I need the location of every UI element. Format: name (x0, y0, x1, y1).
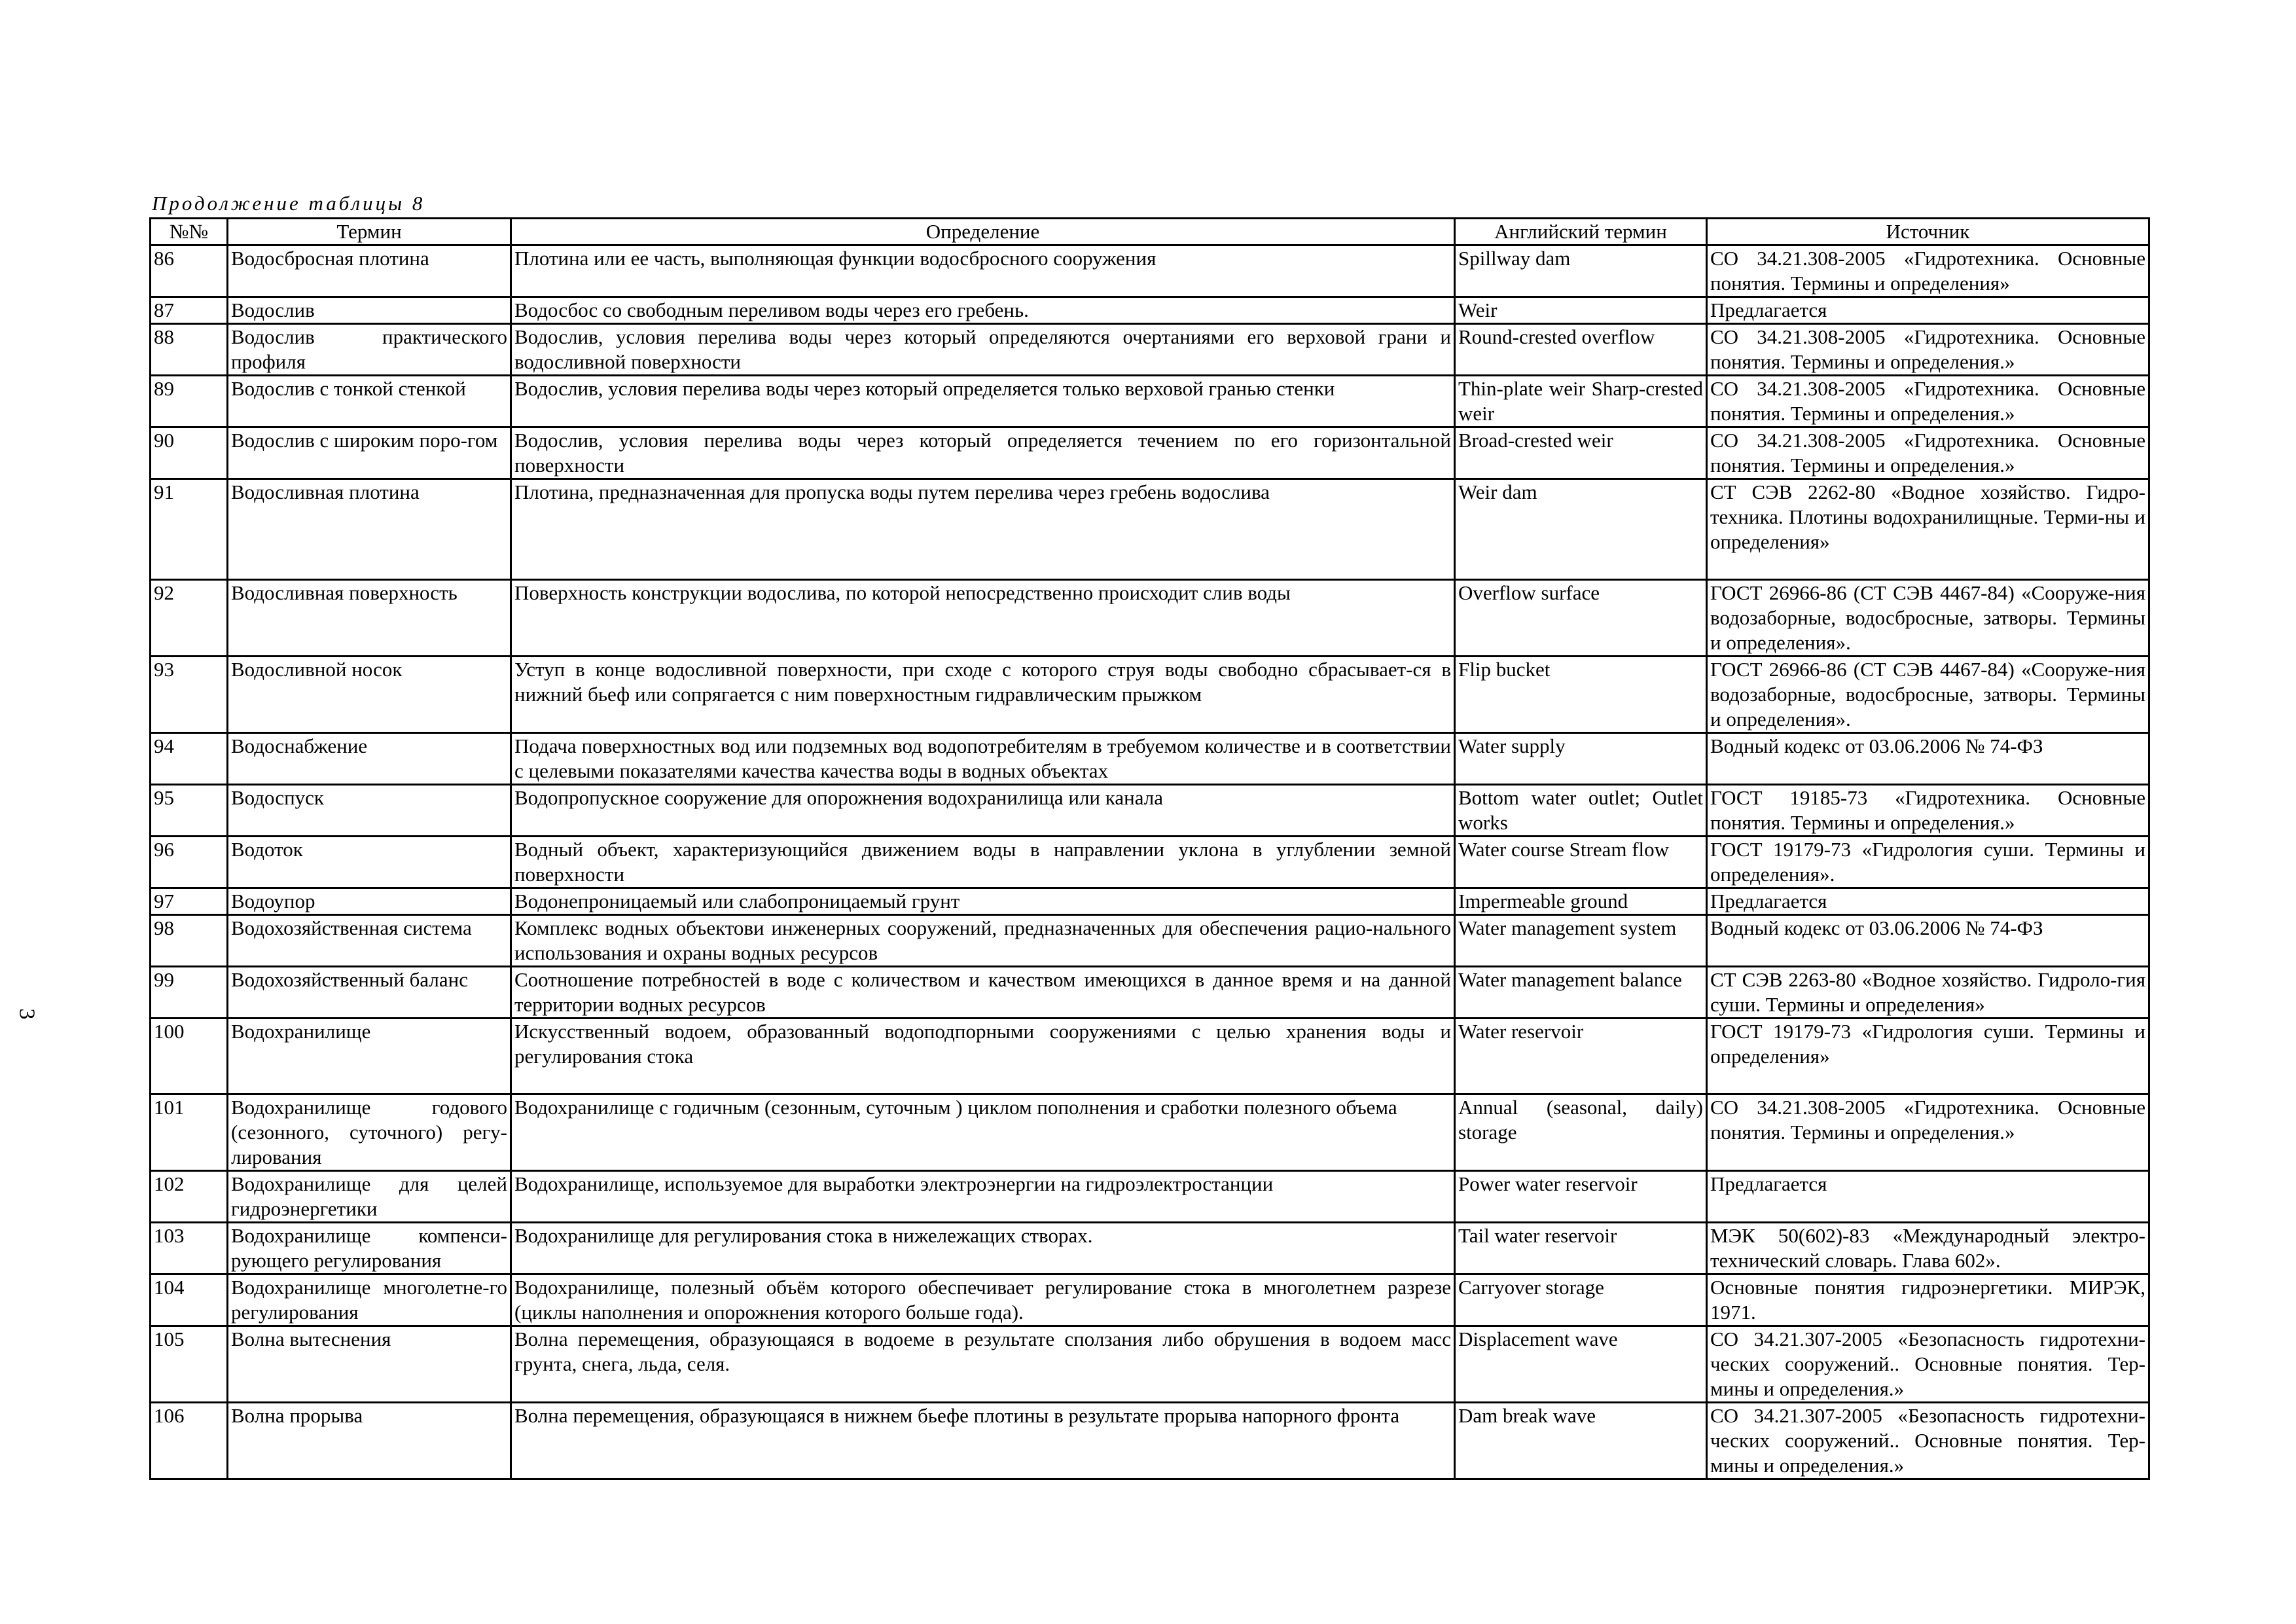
cell-number: 91 (151, 479, 228, 580)
cell-source: СО 34.21.308-2005 «Гидротехника. Основные понятия. Термины и определения.» (1707, 376, 2149, 427)
table-row (151, 1274, 2149, 1326)
cell-definition: Поверхность конструкции водослива, по которой непосредственно происходит слив воды (511, 580, 1455, 657)
cell-term: Водохозяйственная система (228, 915, 511, 967)
cell-number: 102 (151, 1171, 228, 1223)
cell-number: 98 (151, 915, 228, 967)
cell-english-term: Displacement wave (1455, 1326, 1707, 1403)
cell-number: 99 (151, 967, 228, 1019)
cell-definition: Водопропускное сооружение для опорожнения водохранилища или канала (511, 785, 1455, 837)
table-row (151, 1094, 2149, 1171)
cell-number: 93 (151, 657, 228, 733)
table-row (151, 888, 2149, 915)
cell-number: 106 (151, 1403, 228, 1479)
cell-source: СО 34.21.308-2005 «Гидротехника. Основные понятия. Термины и определения.» (1707, 427, 2149, 479)
cell-term: Водохранилище годового (сезонного, суточного) регу-лирования (228, 1094, 511, 1171)
cell-source: СО 34.21.308-2005 «Гидротехника. Основные понятия. Термины и определения» (1707, 245, 2149, 297)
cell-definition: Водосбос со свободным переливом воды через его гребень. (511, 297, 1455, 324)
cell-number: 104 (151, 1274, 228, 1326)
cell-source: СТ СЭВ 2262-80 «Водное хозяйство. Гидро-техника. Плотины водохранилищные. Терми-ны и определения» (1707, 479, 2149, 580)
cell-english-term: Weir dam (1455, 479, 1707, 580)
cell-english-term: Water management balance (1455, 967, 1707, 1019)
cell-term: Водосливная поверхность (228, 580, 511, 657)
cell-number: 100 (151, 1019, 228, 1094)
cell-english-term: Tail water reservoir (1455, 1223, 1707, 1274)
table-row (151, 427, 2149, 479)
cell-source: СТ СЭВ 2263-80 «Водное хозяйство. Гидроло-гия суши. Термины и определения» (1707, 967, 2149, 1019)
cell-number: 88 (151, 324, 228, 376)
cell-term: Водоток (228, 837, 511, 888)
cell-term: Водоснабжение (228, 733, 511, 785)
cell-number: 92 (151, 580, 228, 657)
cell-source: МЭК 50(602)-83 «Международный электро-технический словарь. Глава 602». (1707, 1223, 2149, 1274)
cell-number: 86 (151, 245, 228, 297)
cell-number: 96 (151, 837, 228, 888)
cell-english-term: Flip bucket (1455, 657, 1707, 733)
page-number: 3 (14, 1008, 39, 1020)
cell-english-term: Dam break wave (1455, 1403, 1707, 1479)
header-definition: Определение (511, 219, 1455, 245)
cell-term: Водосбросная плотина (228, 245, 511, 297)
header-term: Термин (228, 219, 511, 245)
cell-source: СО 34.21.308-2005 «Гидротехника. Основные понятия. Термины и определения.» (1707, 1094, 2149, 1171)
cell-source: Водный кодекс от 03.06.2006 № 74-ФЗ (1707, 733, 2149, 785)
table-row (151, 245, 2149, 297)
cell-term: Водоупор (228, 888, 511, 915)
cell-definition: Водослив, условия перелива воды через который определяются очертаниями его верховой грани и водосливной поверхности (511, 324, 1455, 376)
cell-definition: Водохранилище, полезный объём которого обеспечивает регулирование стока в многолетнем разрезе (циклы наполнения и опорожнения которого больше года). (511, 1274, 1455, 1326)
cell-english-term: Spillway dam (1455, 245, 1707, 297)
table-row (151, 657, 2149, 733)
table-row (151, 1326, 2149, 1403)
cell-term: Водосливная плотина (228, 479, 511, 580)
cell-english-term: Weir (1455, 297, 1707, 324)
cell-term: Водослив с широким поро-гом (228, 427, 511, 479)
cell-source: ГОСТ 19179-73 «Гидрология суши. Термины и определения». (1707, 837, 2149, 888)
cell-definition: Плотина, предназначенная для пропуска воды путем перелива через гребень водослива (511, 479, 1455, 580)
cell-term: Водохранилище для целей гидроэнергетики (228, 1171, 511, 1223)
cell-number: 94 (151, 733, 228, 785)
cell-number: 103 (151, 1223, 228, 1274)
cell-definition: Водослив, условия перелива воды через который определяется только верховой гранью стенки (511, 376, 1455, 427)
table-row (151, 376, 2149, 427)
table-row (151, 479, 2149, 580)
cell-english-term: Impermeable ground (1455, 888, 1707, 915)
cell-term: Водослив практического профиля (228, 324, 511, 376)
cell-source: Предлагается (1707, 297, 2149, 324)
table-caption: Продолжение таблицы 8 (152, 192, 425, 215)
cell-source: СО 34.21.307-2005 «Безопасность гидротехни-ческих сооружений.. Основные понятия. Тер-мины и определения.» (1707, 1403, 2149, 1479)
cell-term: Волна прорыва (228, 1403, 511, 1479)
cell-definition: Волна перемещения, образующаяся в нижнем бьефе плотины в результате прорыва напорного фронта (511, 1403, 1455, 1479)
cell-number: 87 (151, 297, 228, 324)
table-row (151, 580, 2149, 657)
cell-definition: Подача поверхностных вод или подземных вод водопотребителям в требуемом количестве и в соответствии с целевыми показателями качества качества воды в водных объектах (511, 733, 1455, 785)
header-english-term: Английский термин (1455, 219, 1707, 245)
table-row (151, 967, 2149, 1019)
table-row (151, 1019, 2149, 1094)
cell-number: 97 (151, 888, 228, 915)
cell-source: ГОСТ 26966-86 (СТ СЭВ 4467-84) «Сооруже-ния водозаборные, водосбросные, затворы. Термины и определения». (1707, 580, 2149, 657)
header-source: Источник (1707, 219, 2149, 245)
cell-source: СО 34.21.308-2005 «Гидротехника. Основные понятия. Термины и определения.» (1707, 324, 2149, 376)
cell-term: Водоспуск (228, 785, 511, 837)
cell-number: 101 (151, 1094, 228, 1171)
cell-source: Предлагается (1707, 1171, 2149, 1223)
cell-source: Водный кодекс от 03.06.2006 № 74-ФЗ (1707, 915, 2149, 967)
cell-definition: Водослив, условия перелива воды через который определяется течением по его горизонтальной поверхности (511, 427, 1455, 479)
table-row (151, 733, 2149, 785)
cell-term: Водослив с тонкой стенкой (228, 376, 511, 427)
cell-english-term: Round-crested overflow (1455, 324, 1707, 376)
cell-english-term: Thin-plate weir Sharp-crested weir (1455, 376, 1707, 427)
table-row (151, 915, 2149, 967)
table-row (151, 297, 2149, 324)
cell-english-term: Power water reservoir (1455, 1171, 1707, 1223)
cell-definition: Искусственный водоем, образованный водоподпорными сооружениями с целью хранения воды и регулирования стока (511, 1019, 1455, 1094)
cell-term: Водохранилище компенси-рующего регулирования (228, 1223, 511, 1274)
cell-english-term: Broad-crested weir (1455, 427, 1707, 479)
cell-definition: Водохранилище для регулирования стока в нижележащих створах. (511, 1223, 1455, 1274)
cell-source: Предлагается (1707, 888, 2149, 915)
table-row (151, 1171, 2149, 1223)
cell-number: 89 (151, 376, 228, 427)
cell-definition: Водохранилище, используемое для выработки электроэнергии на гидроэлектростанции (511, 1171, 1455, 1223)
header-number: №№ (151, 219, 228, 245)
table-row (151, 1223, 2149, 1274)
cell-definition: Плотина или ее часть, выполняющая функции водосбросного сооружения (511, 245, 1455, 297)
cell-definition: Водный объект, характеризующийся движением воды в направлении уклона в углублении земной поверхности (511, 837, 1455, 888)
cell-number: 95 (151, 785, 228, 837)
cell-definition: Водохранилище с годичным (сезонным, суточным ) циклом пополнения и сработки полезного объема (511, 1094, 1455, 1171)
table-row (151, 785, 2149, 837)
cell-english-term: Bottom water outlet; Outlet works (1455, 785, 1707, 837)
cell-english-term: Overflow surface (1455, 580, 1707, 657)
cell-term: Водосливной носок (228, 657, 511, 733)
cell-number: 90 (151, 427, 228, 479)
cell-term: Водослив (228, 297, 511, 324)
cell-definition: Комплекс водных объектови инженерных сооружений, предназначенных для обеспечения рацио-нального использования и охраны водных ресурсов (511, 915, 1455, 967)
cell-term: Волна вытеснения (228, 1326, 511, 1403)
cell-term: Водохранилище многолетне-го регулирования (228, 1274, 511, 1326)
cell-source: Основные понятия гидроэнергетики. МИРЭК, 1971. (1707, 1274, 2149, 1326)
cell-source: ГОСТ 19185-73 «Гидротехника. Основные понятия. Термины и определения.» (1707, 785, 2149, 837)
cell-term: Водохранилище (228, 1019, 511, 1094)
cell-source: ГОСТ 19179-73 «Гидрология суши. Термины и определения» (1707, 1019, 2149, 1094)
cell-english-term: Water course Stream flow (1455, 837, 1707, 888)
cell-english-term: Water supply (1455, 733, 1707, 785)
cell-definition: Уступ в конце водосливной поверхности, при сходе с которого струя воды свободно сбрасывает-ся в нижний бьеф или сопрягается с ним поверхностным гидравлическим прыжком (511, 657, 1455, 733)
table-header-row (151, 219, 2149, 245)
cell-source: ГОСТ 26966-86 (СТ СЭВ 4467-84) «Сооруже-ния водозаборные, водосбросные, затворы. Термины и определения». (1707, 657, 2149, 733)
table-row (151, 1403, 2149, 1479)
cell-number: 105 (151, 1326, 228, 1403)
terms-table (149, 217, 2150, 1480)
table-row (151, 324, 2149, 376)
cell-english-term: Water management system (1455, 915, 1707, 967)
cell-source: СО 34.21.307-2005 «Безопасность гидротехни-ческих сооружений.. Основные понятия. Тер-мины и определения.» (1707, 1326, 2149, 1403)
cell-definition: Соотношение потребностей в воде с количеством и качеством имеющихся в данное время и на данной территории водных ресурсов (511, 967, 1455, 1019)
cell-english-term: Carryover storage (1455, 1274, 1707, 1326)
cell-definition: Волна перемещения, образующаяся в водоеме в результате сползания либо обрушения в водоем масс грунта, снега, льда, селя. (511, 1326, 1455, 1403)
table-row (151, 837, 2149, 888)
cell-term: Водохозяйственный баланс (228, 967, 511, 1019)
cell-definition: Водонепроницаемый или слабопроницаемый грунт (511, 888, 1455, 915)
cell-english-term: Water reservoir (1455, 1019, 1707, 1094)
cell-english-term: Annual (seasonal, daily) storage (1455, 1094, 1707, 1171)
